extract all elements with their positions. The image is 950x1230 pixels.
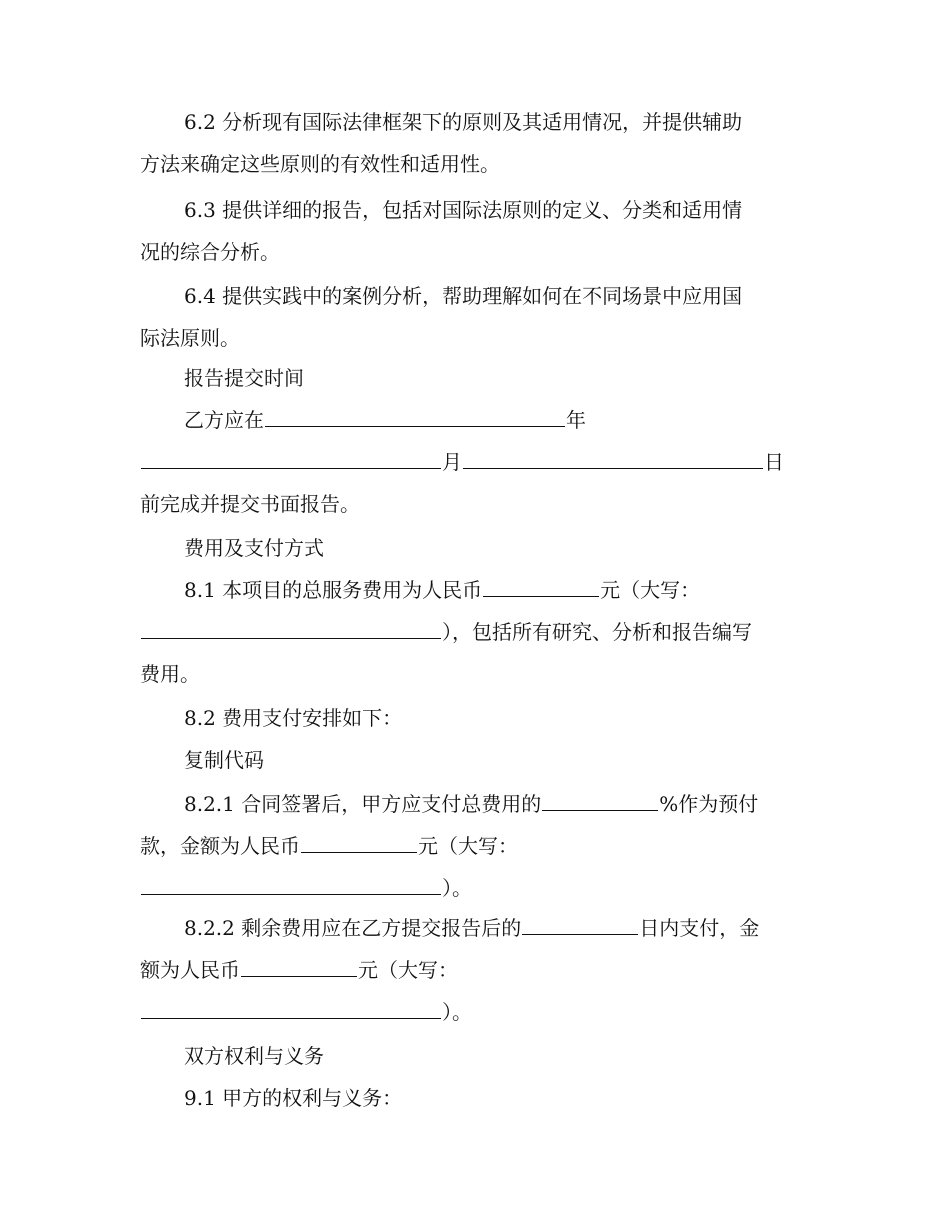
amount-in-words-blank: [141, 618, 441, 639]
text-segment: 乙方应在: [184, 408, 264, 432]
year-blank: [265, 406, 565, 427]
prepayment-amount-blank: [301, 832, 417, 853]
month-blank: [141, 448, 441, 469]
remaining-in-words-blank: [141, 998, 441, 1019]
heading-report-submission-time: 报告提交时间: [184, 366, 304, 390]
text-segment: 日: [764, 450, 784, 474]
paragraph-8-2: 8.2 费用支付安排如下：: [184, 706, 403, 730]
text-segment: 元（大写：: [358, 958, 458, 982]
submission-date-line3: 前完成并提交书面报告。: [140, 492, 360, 516]
paragraph-8-2-2-line1: [184, 914, 759, 942]
paragraph-6-4-line1: 6.4 提供实践中的案例分析，帮助理解如何在不同场景中应用国: [184, 284, 743, 308]
text-segment: ）。: [442, 876, 472, 900]
heading-rights-and-obligations: 双方权利与义务: [184, 1044, 324, 1068]
text-segment: 8.1 本项目的总服务费用为人民币: [184, 578, 483, 602]
text-segment: 元（大写：: [418, 834, 518, 858]
day-blank: [463, 448, 763, 469]
heading-fees-and-payment: 费用及支付方式: [184, 536, 324, 560]
paragraph-8-2-2-line2: [140, 956, 458, 984]
text-segment: 8.2.2 剩余费用应在乙方提交报告后的: [184, 916, 522, 940]
text-segment: 日内支付，金: [639, 916, 760, 940]
paragraph-8-1-line1: [184, 576, 700, 604]
paragraph-6-3-line1: 6.3 提供详细的报告，包括对国际法原则的定义、分类和适用情: [184, 198, 743, 222]
paragraph-6-4-line2: 际法原则。: [140, 326, 240, 350]
text-segment: 元（大写：: [600, 578, 701, 602]
copy-code-label: 复制代码: [184, 748, 264, 772]
paragraph-8-2-1-line2: [140, 832, 518, 860]
text-segment: 月: [442, 450, 462, 474]
amount-blank: [483, 576, 599, 597]
text-segment: %作为预付: [659, 792, 759, 816]
paragraph-6-2-line2: 方法来确定这些原则的有效性和适用性。: [140, 152, 500, 176]
remaining-amount-blank: [241, 956, 357, 977]
submission-date-line1: [184, 406, 586, 434]
paragraph-6-2-line1: 6.2 分析现有国际法律框架下的原则及其适用情况，并提供辅助: [184, 110, 743, 134]
paragraph-8-2-1-line1: [184, 790, 758, 818]
paragraph-8-1-line3: 费用。: [140, 662, 200, 686]
paragraph-8-1-line2: [140, 618, 752, 646]
text-segment: 8.2.1 合同签署后，甲方应支付总费用的: [184, 792, 542, 816]
paragraph-8-2-1-line3: [140, 874, 472, 902]
days-blank: [522, 914, 638, 935]
text-segment: ），包括所有研究、分析和报告编写: [442, 620, 752, 644]
text-segment: 款，金额为人民币: [140, 834, 300, 858]
prepayment-in-words-blank: [141, 874, 441, 895]
submission-date-line2: [140, 448, 784, 476]
text-segment: 年: [566, 408, 586, 432]
paragraph-8-2-2-line3: [140, 998, 472, 1026]
percent-blank: [542, 790, 658, 811]
paragraph-6-3-line2: 况的综合分析。: [140, 240, 280, 264]
paragraph-9-1: 9.1 甲方的权利与义务：: [184, 1086, 403, 1110]
text-segment: ）。: [442, 1000, 472, 1024]
text-segment: 额为人民币: [140, 958, 240, 982]
